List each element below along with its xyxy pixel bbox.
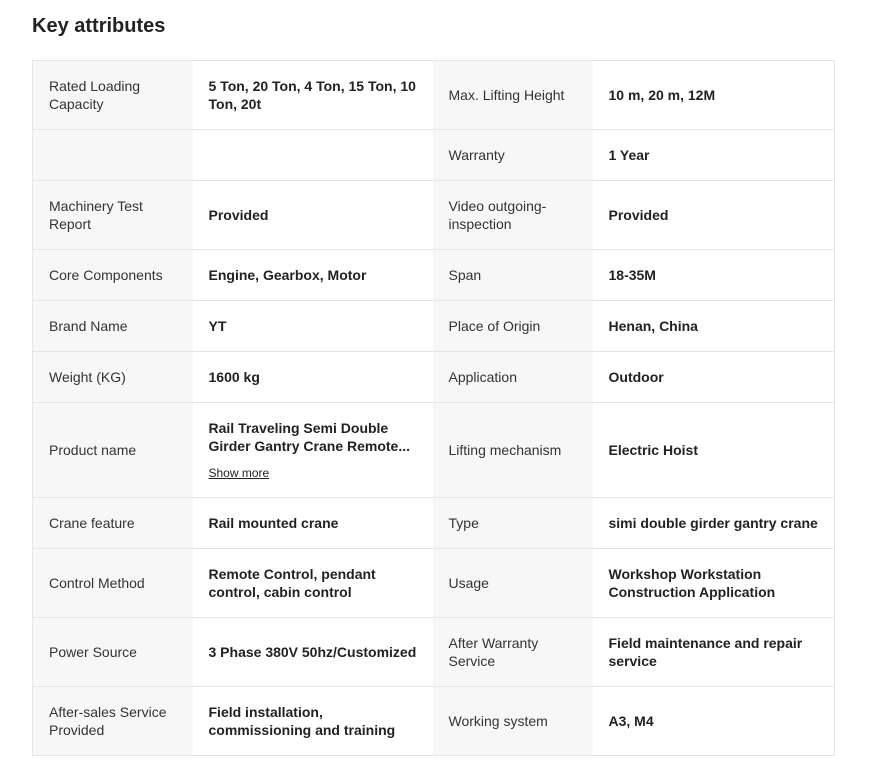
table-row <box>33 130 835 181</box>
attribute-value <box>193 130 433 181</box>
attribute-label: After Warranty Service <box>433 618 593 687</box>
attribute-value: Rail mounted crane <box>193 498 433 549</box>
attribute-label: Machinery Test Report <box>33 181 193 250</box>
attribute-value: 3 Phase 380V 50hz/Customized <box>193 618 433 687</box>
attribute-label: Type <box>433 498 593 549</box>
attribute-label: Brand Name <box>33 301 193 352</box>
attribute-value: simi double girder gantry crane <box>593 498 835 549</box>
attribute-label: Place of Origin <box>433 301 593 352</box>
table-row <box>33 352 835 403</box>
attribute-value: Provided <box>193 181 433 250</box>
attributes-table <box>32 60 835 756</box>
attribute-value: 1 Year <box>593 130 835 181</box>
attribute-value: Electric Hoist <box>593 403 835 498</box>
attribute-value-product-name <box>193 403 433 498</box>
attribute-label: Rated Loading Capacity <box>33 61 193 130</box>
table-row <box>33 61 835 130</box>
attribute-label: Span <box>433 250 593 301</box>
attribute-label: Usage <box>433 549 593 618</box>
attribute-value: Field maintenance and repair service <box>593 618 835 687</box>
table-row <box>33 301 835 352</box>
attribute-value: Engine, Gearbox, Motor <box>193 250 433 301</box>
attribute-value: Outdoor <box>593 352 835 403</box>
attribute-label: Crane feature <box>33 498 193 549</box>
attribute-value: Henan, China <box>593 301 835 352</box>
attribute-label: Control Method <box>33 549 193 618</box>
attribute-label: Application <box>433 352 593 403</box>
attribute-label: Product name <box>33 403 193 498</box>
attribute-label <box>33 130 193 181</box>
attribute-value: 18-35M <box>593 250 835 301</box>
attribute-label: Power Source <box>33 618 193 687</box>
table-row <box>33 181 835 250</box>
table-row <box>33 618 835 687</box>
table-row <box>33 498 835 549</box>
attribute-label: Video outgoing-inspection <box>433 181 593 250</box>
attribute-label: Core Components <box>33 250 193 301</box>
attribute-label: After-sales Service Provided <box>33 687 193 756</box>
attribute-value: Provided <box>593 181 835 250</box>
table-row <box>33 687 835 756</box>
attribute-label: Lifting mechanism <box>433 403 593 498</box>
table-row <box>33 250 835 301</box>
attribute-value: YT <box>193 301 433 352</box>
attribute-value: 5 Ton, 20 Ton, 4 Ton, 15 Ton, 10 Ton, 20t <box>193 61 433 130</box>
attribute-label: Warranty <box>433 130 593 181</box>
table-row <box>33 549 835 618</box>
attribute-label: Working system <box>433 687 593 756</box>
attribute-value: Remote Control, pendant control, cabin control <box>193 549 433 618</box>
table-row <box>33 403 835 498</box>
attribute-value: A3, M4 <box>593 687 835 756</box>
attribute-value: 10 m, 20 m, 12M <box>593 61 835 130</box>
attribute-value: 1600 kg <box>193 352 433 403</box>
attribute-label: Max. Lifting Height <box>433 61 593 130</box>
attribute-value: Workshop Workstation Construction Application <box>593 549 835 618</box>
attribute-label: Weight (KG) <box>33 352 193 403</box>
attribute-value: Field installation, commissioning and training <box>193 687 433 756</box>
product-name-text: Rail Traveling Semi Double Girder Gantry Crane Remote... <box>208 419 411 454</box>
section-title: Key attributes <box>32 15 166 37</box>
show-more-link[interactable]: Show more <box>208 465 270 480</box>
